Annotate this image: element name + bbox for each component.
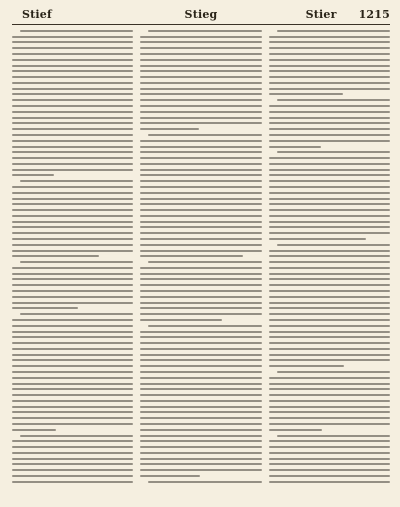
text-line [140, 59, 261, 61]
text-line [140, 122, 261, 124]
text-line [140, 354, 261, 356]
text-line [12, 169, 133, 171]
text-line [12, 296, 133, 298]
text-line [269, 261, 390, 263]
text-line [269, 180, 390, 182]
text-line [269, 388, 390, 390]
text-line [269, 232, 390, 234]
text-line [12, 255, 99, 257]
text-line [12, 336, 133, 338]
text-line [277, 151, 390, 153]
text-line [20, 313, 133, 315]
text-line [140, 65, 261, 67]
text-line [269, 128, 390, 130]
text-line [12, 469, 133, 471]
text-line [12, 203, 133, 205]
text-line [12, 278, 133, 280]
text-line [12, 371, 133, 373]
text-line [12, 59, 133, 61]
text-line [140, 359, 261, 361]
text-line [269, 192, 390, 194]
text-line [269, 198, 390, 200]
text-line [140, 411, 261, 413]
text-line [269, 88, 390, 90]
text-line [12, 221, 133, 223]
text-line [269, 319, 390, 321]
text-line [12, 250, 133, 252]
text-line [20, 30, 133, 32]
text-line [269, 146, 321, 148]
text-line [269, 157, 390, 159]
text-line [12, 99, 133, 101]
text-line [269, 458, 390, 460]
text-line [269, 325, 390, 327]
text-line [12, 342, 133, 344]
header-left-word: Stief [22, 8, 52, 21]
text-line [269, 59, 390, 61]
text-line [140, 105, 261, 107]
text-line [140, 70, 261, 72]
text-line [140, 99, 261, 101]
text-line [269, 215, 390, 217]
text-line [277, 371, 390, 373]
text-line [140, 221, 261, 223]
text-line [140, 53, 261, 55]
text-line [140, 313, 261, 315]
text-line [12, 411, 133, 413]
text-line [269, 70, 390, 72]
text-line [140, 244, 261, 246]
text-line [140, 331, 261, 333]
text-line [269, 423, 390, 425]
text-line [12, 209, 133, 211]
text-line [12, 36, 133, 38]
text-line [269, 331, 390, 333]
text-line [269, 76, 390, 78]
text-line [12, 151, 133, 153]
text-line [12, 475, 133, 477]
text-line [269, 359, 390, 361]
text-line [12, 423, 133, 425]
text-line [12, 302, 133, 304]
text-line [12, 348, 133, 350]
text-line [148, 134, 261, 136]
text-line [140, 278, 261, 280]
text-line [12, 198, 133, 200]
text-line [12, 238, 133, 240]
text-line [12, 244, 133, 246]
text-line [140, 336, 261, 338]
text-line [140, 203, 261, 205]
text-line [12, 53, 133, 55]
text-line [269, 267, 390, 269]
text-line [12, 117, 133, 119]
text-line [140, 250, 261, 252]
text-line [12, 377, 133, 379]
text-line [20, 435, 133, 437]
text-line [140, 238, 261, 240]
text-line [277, 244, 390, 246]
text-line [140, 111, 261, 113]
text-line [269, 463, 390, 465]
text-line [140, 36, 261, 38]
text-line [269, 377, 390, 379]
text-line [269, 36, 390, 38]
text-line [277, 435, 390, 437]
text-line [12, 354, 133, 356]
text-line [140, 192, 261, 194]
text-line [12, 140, 133, 142]
text-line [12, 105, 133, 107]
text-line [12, 325, 133, 327]
text-line [269, 174, 390, 176]
text-line [140, 186, 261, 188]
text-line [269, 302, 390, 304]
text-line [140, 417, 261, 419]
text-line [269, 290, 390, 292]
text-line [140, 400, 261, 402]
text-line [140, 348, 261, 350]
text-line [269, 134, 390, 136]
text-line [277, 30, 390, 32]
header-rule [12, 24, 390, 25]
text-line [269, 342, 390, 344]
text-line [269, 209, 390, 211]
text-line [12, 417, 133, 419]
text-line [140, 117, 261, 119]
text-line [12, 388, 133, 390]
text-line [269, 203, 390, 205]
column-middle [140, 28, 261, 501]
header-right-group [306, 8, 390, 21]
text-line [269, 440, 390, 442]
text-line [12, 481, 133, 483]
text-columns [12, 28, 390, 501]
text-line [140, 267, 261, 269]
text-line [140, 41, 261, 43]
text-line [140, 128, 198, 130]
text-line [12, 365, 133, 367]
text-line [12, 400, 133, 402]
text-line [148, 325, 261, 327]
text-line [12, 93, 133, 95]
text-line [269, 400, 390, 402]
text-line [12, 163, 133, 165]
text-line [12, 41, 133, 43]
text-line [12, 267, 133, 269]
text-line [269, 307, 390, 309]
text-line [269, 163, 390, 165]
text-line [269, 117, 390, 119]
text-line [140, 463, 261, 465]
text-line [269, 452, 390, 454]
text-line [140, 458, 261, 460]
text-line [269, 255, 390, 257]
text-line [269, 93, 343, 95]
text-line [148, 30, 261, 32]
text-line [140, 47, 261, 49]
text-line [12, 134, 133, 136]
text-line [140, 163, 261, 165]
text-line [12, 284, 133, 286]
text-line [269, 394, 390, 396]
text-line [12, 157, 133, 159]
text-line [140, 342, 261, 344]
text-line [269, 417, 390, 419]
text-line [140, 296, 261, 298]
text-line [269, 406, 390, 408]
text-line [269, 47, 390, 49]
text-line [140, 440, 261, 442]
text-line [12, 186, 133, 188]
text-line [269, 354, 390, 356]
text-line [148, 481, 261, 483]
text-line [12, 452, 133, 454]
text-line [269, 313, 390, 315]
text-line [269, 53, 390, 55]
text-line [12, 319, 133, 321]
text-line [140, 388, 261, 390]
text-line [269, 250, 390, 252]
running-header [12, 8, 390, 24]
text-line [12, 76, 133, 78]
text-line [140, 198, 261, 200]
text-line [140, 93, 261, 95]
text-line [140, 157, 261, 159]
text-line [269, 238, 366, 240]
text-line [12, 146, 133, 148]
text-line [20, 261, 133, 263]
text-line [269, 273, 390, 275]
text-line [12, 458, 133, 460]
header-right-word: Stier [305, 8, 337, 21]
text-line [140, 169, 261, 171]
text-line [269, 336, 390, 338]
text-line [140, 475, 199, 477]
text-line [140, 273, 261, 275]
text-line [12, 174, 54, 176]
text-line [140, 209, 261, 211]
text-line [140, 174, 261, 176]
text-line [269, 82, 390, 84]
text-line [269, 226, 390, 228]
text-line [269, 469, 390, 471]
text-line [269, 65, 390, 67]
text-line [148, 261, 261, 263]
text-line [140, 180, 261, 182]
text-line [20, 180, 133, 182]
text-line [140, 423, 261, 425]
text-line [12, 70, 133, 72]
text-line [140, 319, 221, 321]
text-line [269, 284, 390, 286]
text-line [269, 411, 390, 413]
text-line [12, 446, 133, 448]
text-line [140, 429, 261, 431]
text-line [140, 151, 261, 153]
text-line [140, 290, 261, 292]
text-line [12, 128, 133, 130]
text-line [269, 169, 390, 171]
text-line [269, 41, 390, 43]
text-line [12, 226, 133, 228]
text-line [140, 302, 261, 304]
text-line [12, 331, 133, 333]
text-line [269, 446, 390, 448]
text-line [269, 429, 322, 431]
text-line [140, 146, 261, 148]
text-line [269, 278, 390, 280]
text-line [12, 307, 78, 309]
text-line [140, 383, 261, 385]
text-line [140, 82, 261, 84]
text-line [140, 215, 261, 217]
text-line [269, 296, 390, 298]
text-line [269, 186, 390, 188]
text-line [12, 215, 133, 217]
text-line [12, 192, 133, 194]
text-line [140, 232, 261, 234]
text-line [12, 290, 133, 292]
column-left [12, 28, 133, 501]
text-line [12, 394, 133, 396]
text-line [140, 377, 261, 379]
text-line [140, 469, 261, 471]
text-line [140, 365, 261, 367]
text-line [12, 359, 133, 361]
text-line [12, 406, 133, 408]
text-line [140, 446, 261, 448]
text-line [12, 88, 133, 90]
text-line [140, 284, 261, 286]
text-line [269, 383, 390, 385]
text-line [269, 111, 390, 113]
text-line [12, 383, 133, 385]
text-line [269, 348, 390, 350]
text-line [269, 140, 390, 142]
text-line [12, 65, 133, 67]
text-line [140, 140, 261, 142]
text-line [269, 221, 390, 223]
text-line [12, 429, 56, 431]
column-right [269, 28, 390, 501]
text-line [269, 365, 344, 367]
text-line [12, 82, 133, 84]
text-line [140, 255, 243, 257]
text-line [12, 440, 133, 442]
text-line [12, 232, 133, 234]
text-line [269, 475, 390, 477]
text-line [12, 463, 133, 465]
text-line [140, 88, 261, 90]
text-line [140, 371, 261, 373]
text-line [277, 99, 390, 101]
text-line [140, 76, 261, 78]
text-line [140, 394, 261, 396]
text-line [269, 481, 390, 483]
page-number: 1215 [358, 8, 390, 21]
text-line [12, 111, 133, 113]
text-line [140, 452, 261, 454]
text-line [12, 122, 133, 124]
text-line [140, 406, 261, 408]
text-line [140, 307, 261, 309]
text-line [140, 435, 261, 437]
text-line [269, 122, 390, 124]
text-line [12, 273, 133, 275]
text-line [140, 226, 261, 228]
text-line [269, 105, 390, 107]
text-line [12, 47, 133, 49]
header-center-word: Stieg [184, 8, 218, 21]
